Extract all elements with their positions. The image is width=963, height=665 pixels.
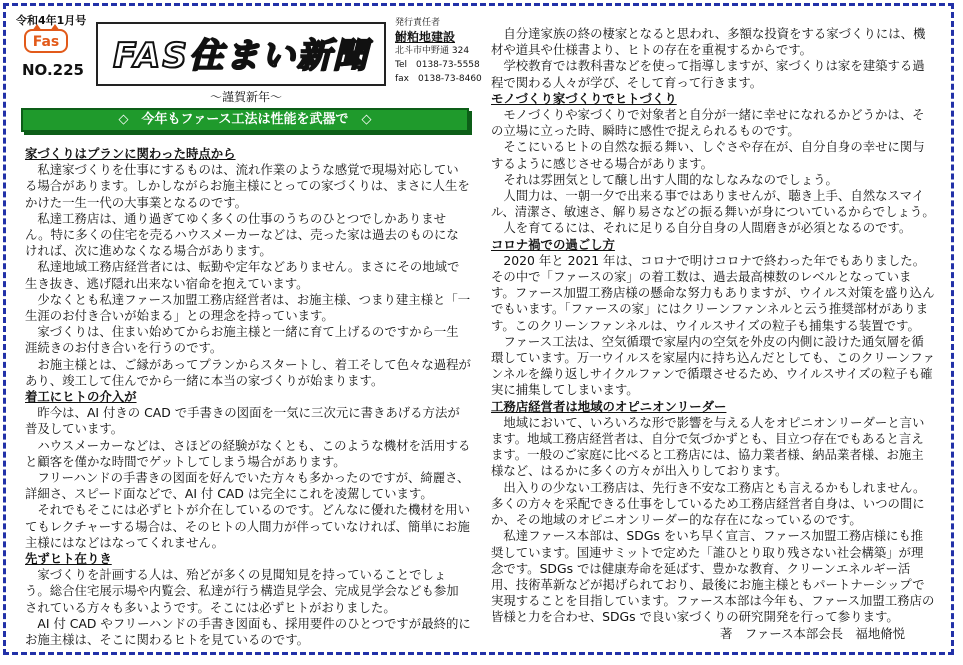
article-paragraph: 私達家づくりを仕事にするものは、流れ作業のような感覚で現場対応している場合があります。しかしながらお施主様にとっての家づくりは、まさに人生をかけた一生一代の大事業となるのです。	[25, 162, 470, 210]
article-paragraph: 人を育てるには、それに足りる自分自身の人間磨きが必須となるのです。	[503, 220, 912, 236]
headline-banner: ◇ 今年もファース工法は性能を武器で ◇	[21, 108, 469, 132]
article-paragraph: 人間力は、一朝一夕で出来る事ではありませんが、聴き上手、自然なスマイル、清潔さ、敏速さ、解り易さなどの振る舞いが身についているからでしょう。	[491, 188, 935, 220]
article-paragraph: 私達工務店は、通り過ぎてゆく多くの仕事のうちのひとつでしかありません。特に多くの住宅を売るハウスメーカーなどは、売った家は過去のものになければ、次に進めなくなる場合があります。	[25, 210, 459, 259]
section-heading: 先ずヒト在りき	[25, 551, 112, 567]
section-heading: コロナ禍での過ごし方	[491, 236, 615, 252]
masthead	[96, 22, 386, 86]
article-paragraph: 私達ファース本部は、SDGs をいち早く宣言、ファース加盟工務店様にも推奨しています。国連サミットで定めた「誰ひとり取り残さない社会構築」が理念です。SDGs では健康寿命を延ばす、豊かな教育、クリーンエネルギー活用、技術革新などが掲げられており、最後にお施主様ともパートナーシップで実現することを目指しています。ファース本部は今年も、ファース加盟工務店の皆様と力を合わせ、SDGs で良い家づくりの研究開発を行って参ります。	[491, 528, 935, 625]
article-paragraph: 2020 年と 2021 年は、コロナで明けコロナで終わった年でもありました。その中で「ファースの家」の着工数は、過去最高棟数のレベルとなっています。ファース加盟工務店様の懸命な努力もありますが、ウイルス対策を盛り込んでもいます。「ファースの家」にはクリーンファンネルと云う推奨部材があります。このクリーンファンネルは、ウイルスサイズの粒子も捕集する装置です。	[491, 252, 935, 333]
right-column	[491, 26, 935, 642]
logo-ear-right	[50, 24, 60, 31]
article-paragraph: 地域において、いろいろな形で影響を与える人をオピニオンリーダーと言います。地域工務店経営者は、自分で気づかずとも、目立つ存在でもあると言えます。一般のご家庭に比べると工務店には、協力業者様、納品業者様、お施主様など、はるかに多くの方々が出入りしております。	[491, 414, 925, 479]
article-paragraph: ファース工法は、空気循環で家屋内の空気を外皮の内側に設けた通気層を循環しています。万一ウイルスを家屋内に持ち込んだとしても、このクリーンファンネルを繰り返しサイクルファンで循環させるため、ウイルスサイズの粒子も確実に捕集してしまいます。	[491, 333, 935, 398]
article-paragraph: 私達地域工務店経営者には、転勤や定年などありません。まさにその地域で生き抜き、逃げ隠れ出来ない宿命を抱えています。	[25, 259, 460, 291]
newsletter-subtitle: ～謹賀新年～	[210, 90, 283, 104]
section-heading: 工務店経営者は地域のオピニオンリーダー	[491, 398, 727, 414]
article-paragraph: AI 付 CAD やフリーハンドの手書き図面も、採用要件のひとつですが最終的にお施主様は、そこに関わるヒトを見ているのです。	[25, 615, 471, 648]
issue-number: NO.225	[22, 61, 84, 79]
logo-text: Fas	[32, 34, 60, 50]
article-paragraph: 家づくりは、住まい始めてからお施主様と一緒に育て上げるのですから一生涯続きのお付き合いを行うのです。	[25, 324, 459, 356]
publisher-label: 発行責任者	[395, 18, 441, 28]
left-column	[25, 146, 471, 648]
publisher-fax: fax 0138-73-8460	[395, 74, 482, 84]
article-paragraph: 学校教育では教科書などを使って指導しますが、家づくりは家を建築する過程で関わる人々が学び、そして育って行きます。	[491, 58, 925, 90]
logo-ear-left	[32, 24, 42, 31]
section-heading: モノづくり家づくりでヒトづくり	[491, 90, 677, 106]
article-paragraph: ハウスメーカーなどは、さほどの経験がなくとも、このような機材を活用すると顧客を僅かな時間でゲットしてしまう場合があります。	[25, 437, 471, 469]
article-paragraph: 出入りの少ない工務店は、先行き不安な工務店とも言えるかもしれません。多くの方々を采配できる仕事をしているため工務店経営者自身は、いつの間にか、その地域のオピニオンリーダー的な存在になっているのです。	[491, 479, 926, 528]
section-heading: 着工にヒトの介入が	[25, 389, 137, 405]
article-paragraph: 昨今は、AI 付きの CAD で手書きの図面を一気に三次元に書きあげる方法が普及しています。	[25, 405, 460, 437]
article-paragraph: モノづくりや家づくりで対象者と自分が一緒に幸せになれるかどうかは、その立場に立った時、瞬時に感性で捉えられるものです。	[491, 107, 925, 139]
publisher-info	[395, 16, 482, 86]
section-heading: 家づくりはプランに関わった時点から	[25, 146, 236, 161]
article-paragraph: 家づくりを計画する人は、殆どが多くの見聞知見を持っていることでしょう。総合住宅展示場や内覧会、私達が行う構造見学会、完成見学会なども参加されている方々も多いようです。そこには必ずヒトがおりました。	[25, 567, 459, 615]
article-paragraph: 自分達家族の終の棲家となると思われ、多額な投資をする家づくりには、機材や道具や仕様書より、ヒトの存在を重視するからです。	[491, 26, 926, 58]
article-paragraph: そこにいるヒトの自然な振る舞い、しぐさや存在が、自分自身の幸せに関与するように感じさせる場合があります。	[491, 139, 925, 171]
publisher-tel: Tel 0138-73-5558	[395, 60, 480, 70]
article-paragraph: それでもそこには必ずヒトが介在しているのです。どんなに優れた機材を用いてもレクチャーする場合は、そのヒトの人間力が伴っていなければ、簡単にお施主様にはなどはなってくれません。	[25, 502, 471, 550]
newsletter-title: FAS住まい新聞	[113, 36, 369, 76]
article-paragraph: 少なくとも私達ファース加盟工務店経営者は、お施主様、つまり建主様と「一生涯のお付き合いが始まる」との理念を持っています。	[25, 291, 471, 324]
fas-logo	[24, 29, 68, 53]
author-credit: 著 ファース本部会長 福地脩悦	[720, 625, 905, 641]
article-paragraph: お施主様とは、ご縁があってプランからスタートし、着工そして色々な過程があり、竣工して住んでから一緒に本当の家づくりが始まります。	[25, 356, 471, 388]
publisher-address: 北斗市中野通 324	[395, 46, 470, 56]
issue-date: 令和4年1月号	[16, 14, 87, 27]
article-paragraph: それは雰囲気として醸し出す人間的なしなみなのでしょう。	[503, 171, 838, 187]
publisher-name: 鮒粕地建設	[395, 30, 456, 44]
article-paragraph: フリーハンドの手書きの図面を好んでいた方々も多かったのですが、綺麗さ、詳細さ、スピード面などで、AI 付 CAD は完全にこれを凌駕しています。	[25, 470, 470, 502]
